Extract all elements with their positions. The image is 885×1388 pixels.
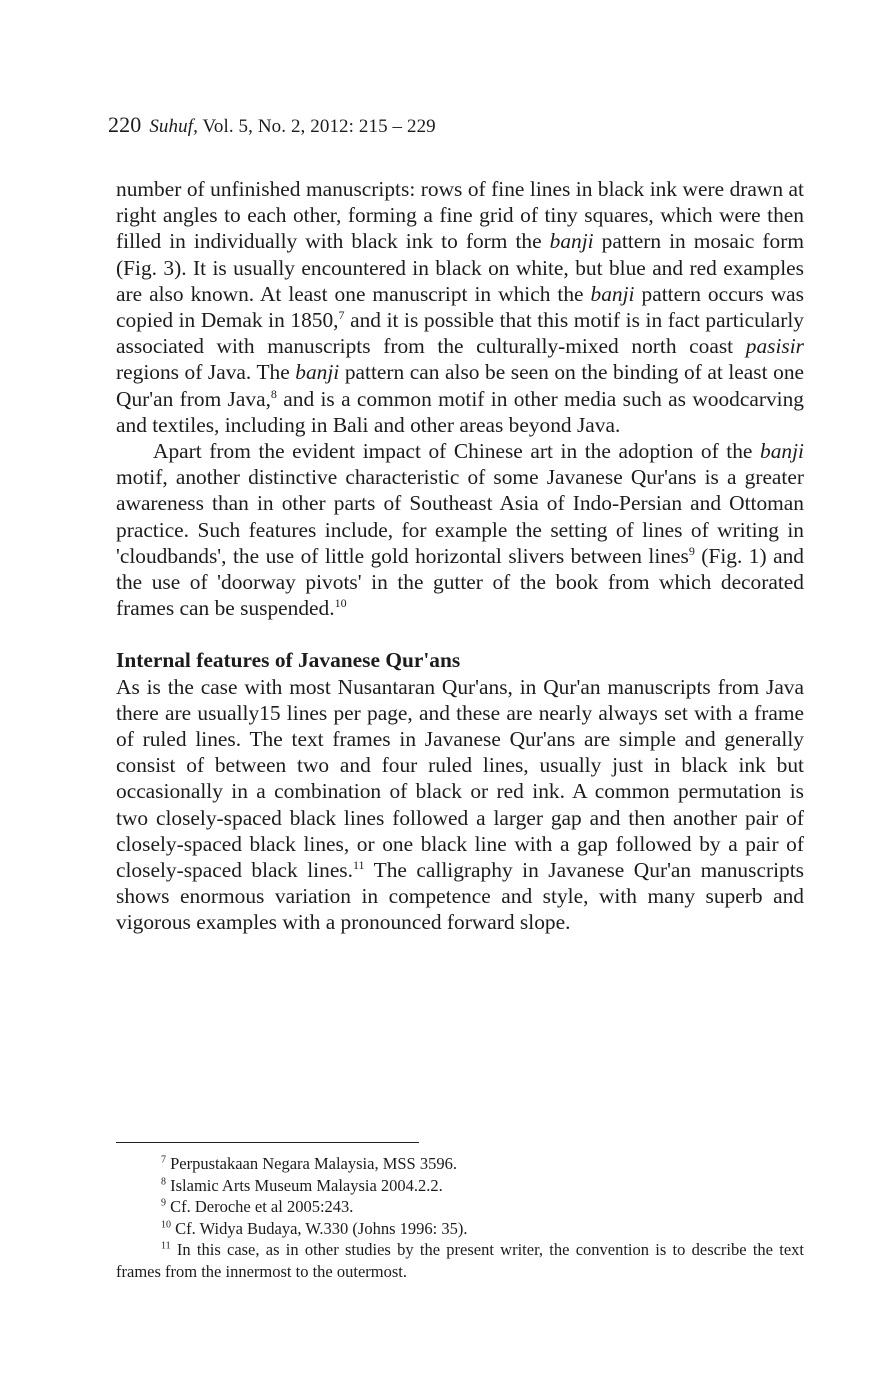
footnote-ref[interactable]: 7 bbox=[338, 307, 345, 322]
text-run: motif, another distinctive characteristic of some Javanese Qur'ans is a greater awareness than in other parts of Southeast Asia of Indo-Persian and Ottoman practice. Such features include, for example the setting of lines of writing in 'cloudbands', the use of little gold horizontal slivers between lines bbox=[116, 465, 804, 568]
footnote-text: Islamic Arts Museum Malaysia 2004.2.2. bbox=[166, 1175, 443, 1195]
footnote-number: 11 bbox=[161, 1240, 171, 1252]
italic-term: banji bbox=[590, 281, 635, 306]
italic-term: banji bbox=[295, 360, 340, 385]
text-run: pattern can also be seen on the binding of at least one Qur'an from Java, bbox=[116, 360, 805, 411]
paragraph-3 bbox=[116, 674, 804, 936]
footnote-ref[interactable]: 11 bbox=[352, 857, 365, 872]
footnote-item bbox=[116, 1196, 804, 1218]
running-header bbox=[108, 112, 436, 138]
footnote-divider bbox=[116, 1142, 419, 1143]
footnote-number: 9 bbox=[161, 1197, 166, 1209]
text-run: (Fig. 1) and the use of 'doorway pivots' in the gutter of the book from which decorated frames can be suspended. bbox=[116, 543, 804, 621]
text-run: regions of Java. The bbox=[116, 360, 296, 385]
italic-term: pasisir bbox=[745, 334, 804, 359]
text-run: Apart from the evident impact of Chinese art in the adoption of the bbox=[153, 439, 761, 464]
paragraph-1 bbox=[116, 176, 804, 438]
text-run: and it is possible that this motif is in fact particularly associated with manuscripts from the culturally-mixed north coast bbox=[116, 308, 804, 359]
footnote-text: Cf. Widya Budaya, W.330 (Johns 1996: 35). bbox=[171, 1218, 468, 1238]
footnote-item bbox=[116, 1175, 804, 1197]
italic-term: banji bbox=[549, 229, 594, 254]
text-run: number of unfinished manuscripts: rows of fine lines in black ink were drawn at right angles to each other, forming a fine grid of tiny squares, which were then filled in individually with black ink to form the bbox=[116, 177, 804, 254]
journal-citation: Vol. 5, No. 2, 2012: 215 – 229 bbox=[202, 116, 436, 137]
footnote-number: 10 bbox=[161, 1219, 171, 1230]
footnote-ref[interactable]: 9 bbox=[688, 543, 695, 558]
page-number: 220 bbox=[108, 112, 142, 137]
footnote-text: Cf. Deroche et al 2005:243. bbox=[166, 1197, 354, 1216]
footnote-number: 8 bbox=[161, 1176, 166, 1187]
italic-term: banji bbox=[760, 439, 804, 464]
footnote-ref[interactable]: 10 bbox=[334, 596, 347, 611]
paragraph-2 bbox=[116, 438, 804, 621]
section-heading: Internal features of Javanese Qur'ans bbox=[116, 648, 461, 673]
text-run: pattern occurs was copied in Demak in 1850, bbox=[116, 281, 804, 333]
text-run: As is the case with most Nusantaran Qur'ans, in Qur'an manuscripts from Java there are usually15 lines per page, and these are nearly always set with a frame of ruled lines. The text frames in Javanese Qur'ans are simple and generally consist of between two and four ruled lines, usually just in black ink but occasionally in a combination of black or red ink. A common permutation is two closely-spaced black lines followed a larger gap and then another pair of closely-spaced black lines, or one black line with a gap followed by a pair of closely-spaced black lines. bbox=[116, 674, 804, 883]
text-run: and is a common motif in other media such as woodcarving and textiles, including in Bali and other areas beyond Java. bbox=[116, 386, 804, 437]
body-text bbox=[116, 176, 804, 936]
footnote-text: Perpustakaan Negara Malaysia, MSS 3596. bbox=[166, 1154, 457, 1173]
text-run: pattern in mosaic form (Fig. 3). It is usually encountered in black on white, but blue and red examples are also known. At least one manuscript in which the bbox=[116, 229, 804, 306]
footnote-ref[interactable]: 8 bbox=[270, 386, 277, 401]
journal-name: Suhuf, bbox=[149, 116, 198, 137]
footnotes bbox=[116, 1153, 804, 1282]
footnote-text: In this case, as in other studies by the present writer, the convention is to describe the text frames from the innermost to the outermost. bbox=[116, 1240, 804, 1281]
text-run: The calligraphy in Javanese Qur'an manuscripts shows enormous variation in competence and style, with many superb and vigorous examples with a pronounced forward slope. bbox=[116, 858, 804, 935]
footnote-item bbox=[116, 1153, 804, 1175]
footnote-item bbox=[116, 1218, 804, 1240]
footnote-item bbox=[116, 1239, 804, 1282]
footnote-number: 7 bbox=[161, 1154, 166, 1166]
